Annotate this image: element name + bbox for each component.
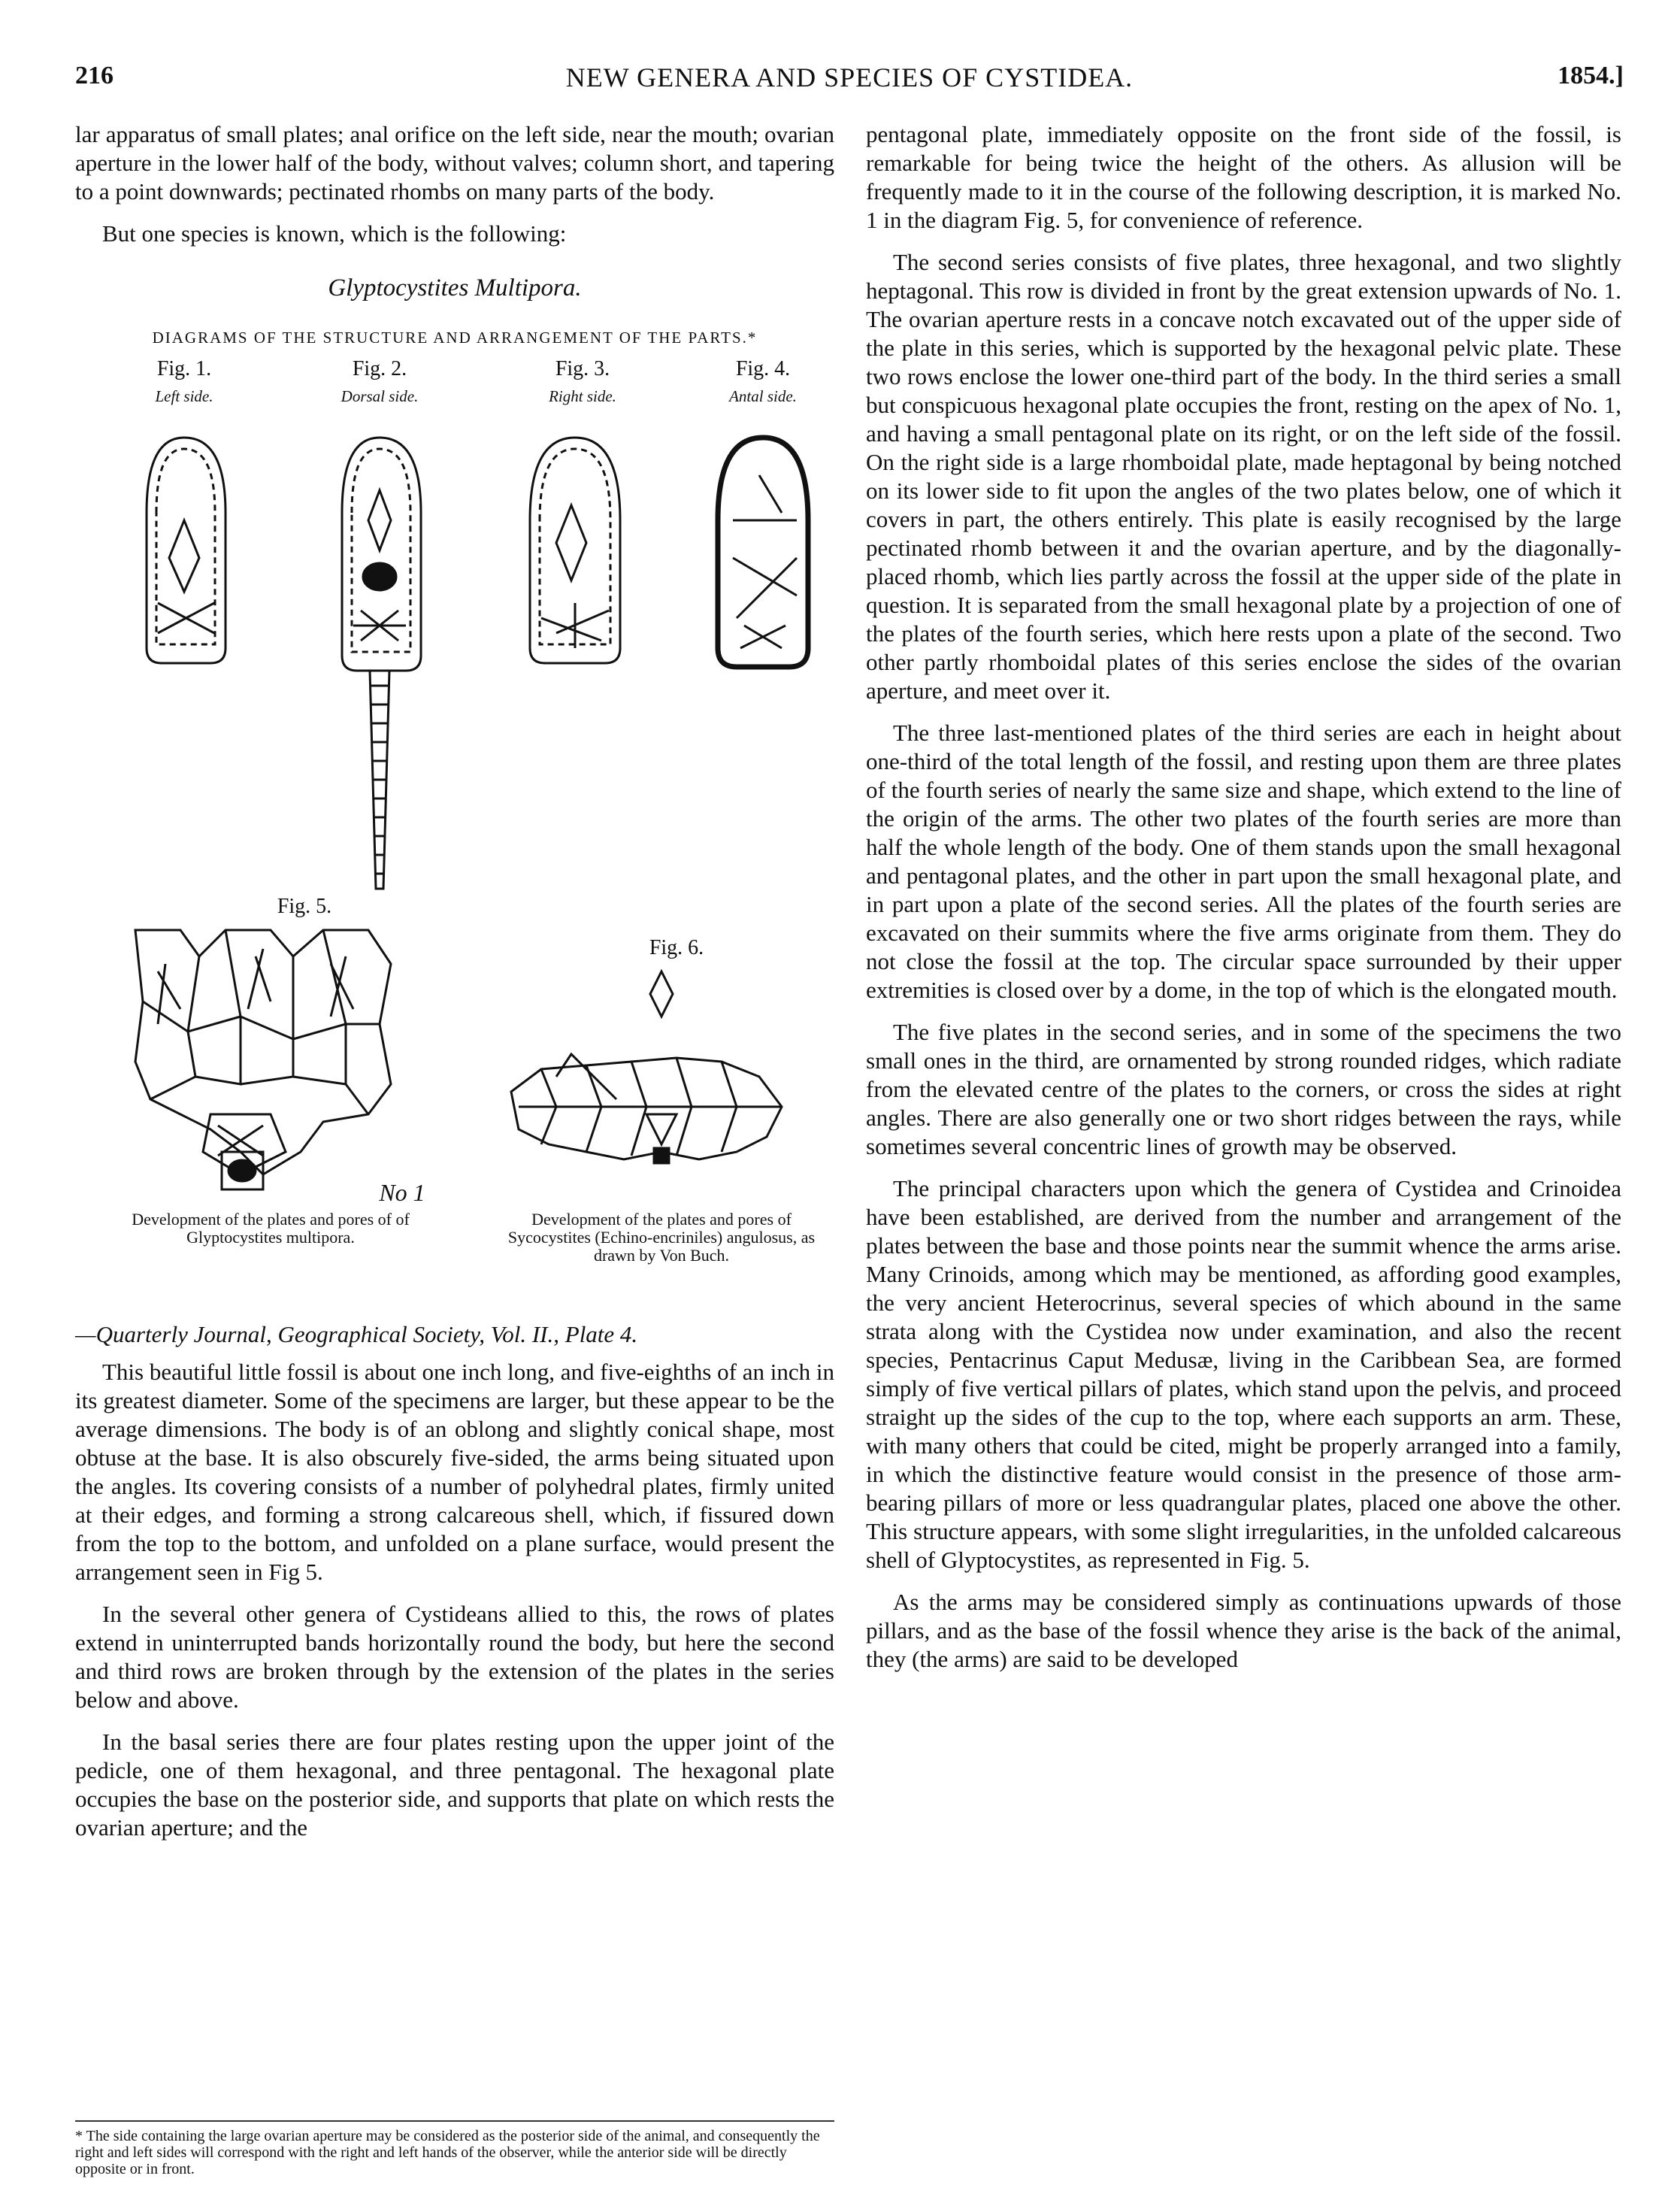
right-paragraph-1: pentagonal plate, immediately opposite on the front side of the fossil, is remarkable for being twice the height of the others. As allusion will be frequently made to it in the course of the following description, it is marked No. 1 in the diagram Fig. 5, for convenience of reference. bbox=[866, 121, 1621, 233]
left-paragraph-3: In the basal series there are four plates resting upon the upper joint of the pedicle, one of them hexagonal, and three pentagonal. The hexagonal plate occupies the base on the posterior side, and supports that plate on which rests the ovarian aperture; and the bbox=[75, 1729, 834, 1841]
fig1-body-outline bbox=[147, 438, 226, 663]
fig5-caption: Development of the plates and pores of of Glyptocystites multipora. bbox=[132, 1210, 410, 1247]
running-title: NEW GENERA AND SPECIES OF CYSTIDEA. bbox=[565, 62, 1134, 92]
species-known: But one species is known, which is the following: bbox=[102, 220, 567, 247]
fig3-sublabel: Right side. bbox=[549, 387, 616, 405]
fig2-label: Fig. 2. bbox=[352, 357, 407, 380]
fig4-label: Fig. 4. bbox=[735, 357, 791, 380]
right-column bbox=[866, 120, 1621, 1687]
figures-1-4-drawing bbox=[75, 408, 834, 904]
citation: —Quarterly Journal, Geographical Society, Vol. II., Plate 4. bbox=[75, 1321, 638, 1347]
right-paragraph-4: The five plates in the second series, and in some of the specimens the two small ones in the third, are ornamented by strong rounded ridges, which radiate from the elevated centre of the plates to the corners, or cross the sides at right angles. There are also generally one or two short ridges between the rays, while sometimes several concentric lines of growth may be observed. bbox=[866, 1019, 1621, 1159]
fig4-body-outline bbox=[718, 438, 808, 667]
no1-label: No 1 bbox=[379, 1179, 425, 1206]
fig5-outline bbox=[135, 930, 391, 1174]
right-paragraph-3: The three last-mentioned plates of the third series are each in height about one-third of the total length of the fossil, and resting upon them are three plates of the fourth series of nearly the same size and shape, which extend to the line of the origin of the arms. The other two plates of the fourth series are more than half the whole length of the body. One of them stands upon the small hexagonal and pentagonal plates, and the other in part upon the small hexagonal plate, and in part upon a plate of the second series. All the plates of the fourth series are excavated on their summits where the five arms originate from them. They do not close the fossil at the top. The circular space surrounded by their upper extremities is closed over by a dome, in the top of which is the elongated mouth. bbox=[866, 720, 1621, 1003]
left-column bbox=[75, 120, 834, 1856]
fig6-caption: Development of the plates and pores of Sycocystites (Echino-encriniles) angulosus, as drawn by Von Buch. bbox=[507, 1210, 816, 1265]
species-title: Glyptocystites Multipora. bbox=[328, 274, 582, 301]
fig2-sublabel: Dorsal side. bbox=[341, 387, 419, 405]
left-paragraph-2: In the several other genera of Cystideans allied to this, the rows of plates extend in uninterrupted bands horizontally round the body, but here the second and third rows are broken through by the extension of the plates in the series below and above. bbox=[75, 1601, 834, 1713]
fig6-apex bbox=[650, 971, 673, 1017]
fig1-label: Fig. 1. bbox=[156, 357, 212, 380]
fig1-sublabel: Left side. bbox=[155, 387, 213, 405]
right-paragraph-5: The principal characters upon which the genera of Cystidea and Crinoidea have been established, are derived from the number and arrangement of the plates between the base and those points near the summit whence the arms arise. Many Crinoids, among which may be mentioned, as affording good examples, the very ancient Heterocrinus, several species of which abound in the same strata along with the Cystidea now under examination, and also the recent species, Pentacrinus Caput Medusæ, living in the Caribbean Sea, are formed simply of five vertical pillars of plates, which stand upon the pelvis, and proceed straight up the sides of the cup to the top, where each supports an arm. These, with many others that could be cited, might be properly arranged into a family, in which the distinctive feature would consist in the presence of those arm-bearing pillars of more or less quadrangular plates, placed one above the other. This structure appears, with some slight irregularities, in the unfolded calcareous shell of Glyptocystites, as represented in Fig. 5. bbox=[866, 1175, 1621, 1573]
figures-area bbox=[75, 355, 834, 1317]
fig6-label: Fig. 6. bbox=[649, 936, 704, 959]
year-marker: 1854.] bbox=[1557, 62, 1624, 89]
left-paragraph-1: This beautiful little fossil is about one inch long, and five-eighths of an inch in its greatest diameter. Some of the specimens are larger, but these appear to be the average dimensions. The body is of an oblong and slightly conical shape, most obtuse at the base. It is also obscurely five-sided, the arms being situated upon the angles. Its covering consists of a number of polyhedral plates, firmly united at their edges, and forming a strong calcareous shell, which, if fissured down from the top to the bottom, and unfolded on a plane surface, would present the arrangement seen in Fig 5. bbox=[75, 1359, 834, 1585]
fig5-label: Fig. 5. bbox=[277, 895, 332, 918]
fig3-label: Fig. 3. bbox=[555, 357, 610, 380]
footnote: * The side containing the large ovarian aperture may be considered as the posterior side of the animal, and consequently the right and left sides will correspond with the right and left hands of the observer, while the anterior side will be directly opposite or in front. bbox=[75, 2120, 834, 2177]
right-paragraph-2: The second series consists of five plates, three hexagonal, and two slightly heptagonal. This row is divided in front by the great extension upwards of No. 1. The ovarian aperture rests in a concave notch excavated out of the upper side of the plate in this series, which is supported by the hexagonal pelvic plate. These two rows enclose the lower one-third part of the body. In the third series a small but conspicuous hexagonal plate occupies the front, resting on the apex of No. 1, and having a small pentagonal plate on its right, or on the left side of the fossil. On the right side is a large rhomboidal plate, made heptagonal by being notched on its lower side to fit upon the angles of the two plates below, one of which it covers in part, the others entirely. This plate is easily recognised by the large pectinated rhomb between it and the ovarian aperture, and by the diagonally-placed rhomb, which lies partly across the fossil at the upper side of the plate in question. It is separated from the small hexagonal plate by a projection of one of the plates of the fourth series, which here rests upon a plate of the second. Two other partly rhomboidal plates of this series enclose the sides of the ovarian aperture, and meet over it. bbox=[866, 249, 1621, 704]
page-number: 216 bbox=[75, 62, 114, 89]
page-header bbox=[75, 62, 1624, 107]
fig4-sublabel: Antal side. bbox=[729, 387, 797, 405]
intro-paragraph: lar apparatus of small plates; anal orifice on the left side, near the mouth; ovarian aperture in the lower half of the body, without valves; column short, and tapering to a point downwards; pectinated rhombs on many parts of the body. bbox=[75, 121, 834, 205]
diagrams-heading: DIAGRAMS OF THE STRUCTURE AND ARRANGEMENT OF THE PARTS.* bbox=[152, 329, 758, 347]
fig2-body-outline bbox=[342, 438, 421, 671]
right-paragraph-6: As the arms may be considered simply as continuations upwards of those pillars, and as the base of the fossil whence they arise is the back of the animal, they (the arms) are said to be developed bbox=[866, 1589, 1621, 1672]
figures-5-6-drawing bbox=[75, 926, 834, 1242]
